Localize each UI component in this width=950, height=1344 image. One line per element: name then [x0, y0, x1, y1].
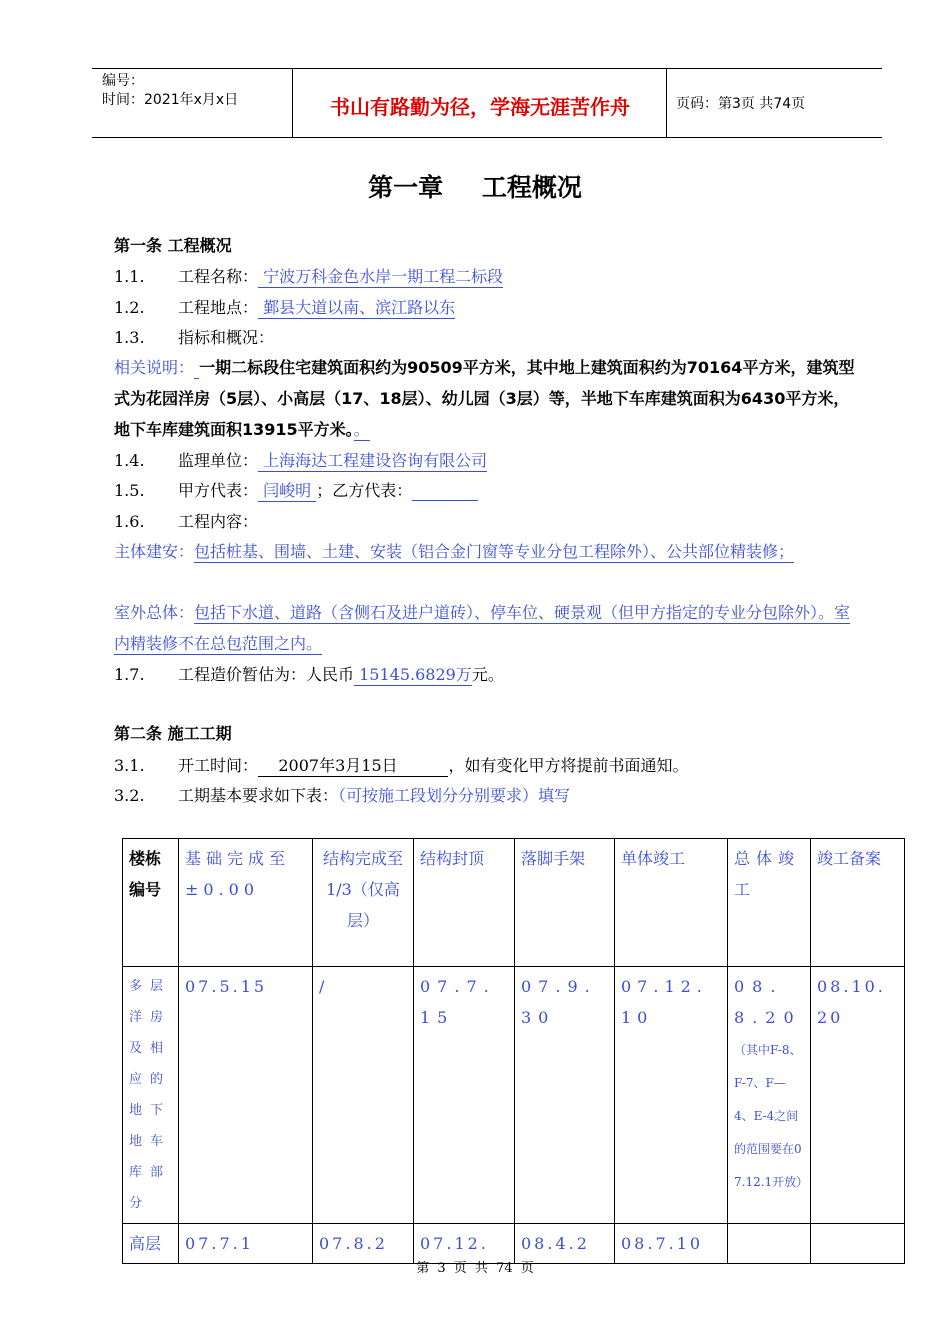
outdoor-works-text: 包括下水道、道路（含侧石及进户道砖）、停车位、硬景观（但甲方指定的专业分包除外）。室内精装修不在总包范围之内。 [114, 603, 851, 653]
item-number: 1.6. [114, 512, 145, 531]
item-number: 1.2. [114, 298, 145, 317]
project-name-value: 宁波万科金色水岸一期工程二标段 [258, 267, 504, 286]
table-cell: 高层 [123, 1224, 179, 1264]
item-1-6 [114, 512, 258, 532]
main-works [114, 536, 862, 567]
item-number: 3.2. [114, 786, 145, 805]
start-date-note: ，如有变化甲方将提前书面通知。 [448, 756, 689, 775]
table-cell: 07.7.1 [179, 1224, 313, 1264]
outdoor-works-label: 室外总体： [114, 603, 195, 622]
cost-value: 15145.6829万 [354, 665, 472, 684]
header-cell: 总体竣工 [728, 839, 811, 967]
article-2-title: 第二条 施工工期 [114, 724, 232, 743]
table-cell: 07.12.10 [615, 967, 728, 1224]
item-number: 3.1. [114, 756, 145, 775]
header-meta [102, 72, 238, 110]
contractor-rep-blank [412, 481, 478, 501]
item-1-5 [114, 481, 478, 501]
item-number: 1.5. [114, 481, 145, 500]
header-cell: 竣工备案 [811, 839, 905, 967]
schedule-table [122, 838, 905, 1264]
header-cell: 楼栋编号 [123, 839, 179, 967]
page-footer: 第 3 页 共 74 页 [416, 1261, 534, 1276]
header-divider [292, 69, 293, 137]
item-label: 工程名称： [178, 267, 259, 286]
table-cell: 07.7.15 [414, 967, 515, 1224]
table-cell: 多层洋房及相应的地下地车库部分 [123, 967, 179, 1224]
table-cell: 07.12. [414, 1224, 515, 1264]
completion-cell [728, 967, 811, 1224]
item-label: 工程造价暂估为：人民币 [178, 665, 355, 684]
table-cell: 07.5.15 [179, 967, 313, 1224]
item-1-1 [114, 267, 503, 287]
item-number: 1.1. [114, 267, 145, 286]
table-cell: 07.9.30 [515, 967, 615, 1224]
project-location-value: 鄞县大道以南、滨江路以东 [258, 298, 456, 317]
item-number: 1.3. [114, 328, 145, 347]
chapter-title: 第一章 工程概况 [368, 173, 582, 202]
outdoor-works [114, 597, 862, 659]
page-header [92, 68, 882, 138]
item-label: 工程地点： [178, 298, 259, 317]
item-label: 甲方代表： [178, 481, 259, 500]
item-3-2 [114, 786, 570, 806]
supervisor-value: 上海海达工程建设咨询有限公司 [258, 451, 488, 470]
description-label: 相关说明： [114, 358, 195, 377]
item-label: 开工时间： [178, 756, 259, 775]
description-text: 一期二标段住宅建筑面积约为90509平方米，其中地上建筑面积约为70164平方米，建筑型式为花园洋房（5层）、小高层（17、18层）、幼儿园（3层）等，半地下车库建筑面积为6430平方米，地下车库建筑面积13915平方米。 [114, 358, 855, 439]
header-cell: 结构完成至1/3（仅高层） [313, 839, 414, 967]
table-cell: 08.7.10 [615, 1224, 728, 1264]
table-cell: / [313, 967, 414, 1224]
item-3-1 [114, 756, 689, 776]
item-label: 指标和概况： [178, 328, 275, 347]
item-label: 工期基本要求如下表： [178, 786, 339, 805]
owner-rep-value: 闫峻明 [258, 481, 317, 500]
header-cell: 基础完成至±0.00 [179, 839, 313, 967]
description-tail: 。 [353, 420, 370, 439]
header-cell: 落脚手架 [515, 839, 615, 967]
item-1-7 [114, 665, 504, 685]
number-label: 编号： [102, 73, 144, 89]
table-cell: 08.10.20 [811, 967, 905, 1224]
project-description [114, 352, 862, 445]
table-header-row [123, 839, 905, 967]
header-page-code: 页码：第3页 共74页 [676, 96, 806, 112]
article-1-title: 第一条 工程概况 [114, 236, 232, 255]
item-number: 1.7. [114, 665, 145, 684]
header-cell: 结构封顶 [414, 839, 515, 967]
header-cell: 单体竣工 [615, 839, 728, 967]
item-label: 工程内容： [178, 512, 259, 531]
main-works-text: 包括桩基、围墙、土建、安装（铝合金门窗等专业分包工程除外）、公共部位精装修； [194, 542, 795, 561]
start-date-value: 2007年3月15日 [258, 756, 449, 775]
item-number: 1.4. [114, 451, 145, 470]
requirement-note: （可按施工段划分分别要求）填写 [338, 786, 571, 805]
item-1-2 [114, 298, 455, 318]
item-label: 监理单位： [178, 451, 259, 470]
main-works-label: 主体建安： [114, 542, 195, 561]
table-cell: 08.4.2 [515, 1224, 615, 1264]
completion-note: （其中F-8、F-7、F—4、E-4之间的范围要在07.12.1开放） [734, 1043, 809, 1189]
item-1-3 [114, 328, 274, 348]
contractor-rep-label: ；乙方代表： [316, 481, 413, 500]
item-1-4 [114, 451, 487, 471]
table-row [123, 967, 905, 1224]
header-motto: 书山有路勤为径，学海无涯苦作舟 [330, 95, 630, 119]
time-label: 时间：2021年x月x日 [102, 92, 239, 108]
cost-unit: 元。 [471, 665, 504, 684]
completion-date: 08.8.20 [734, 977, 802, 1027]
header-divider [666, 69, 667, 137]
table-cell: 07.8.2 [313, 1224, 414, 1264]
